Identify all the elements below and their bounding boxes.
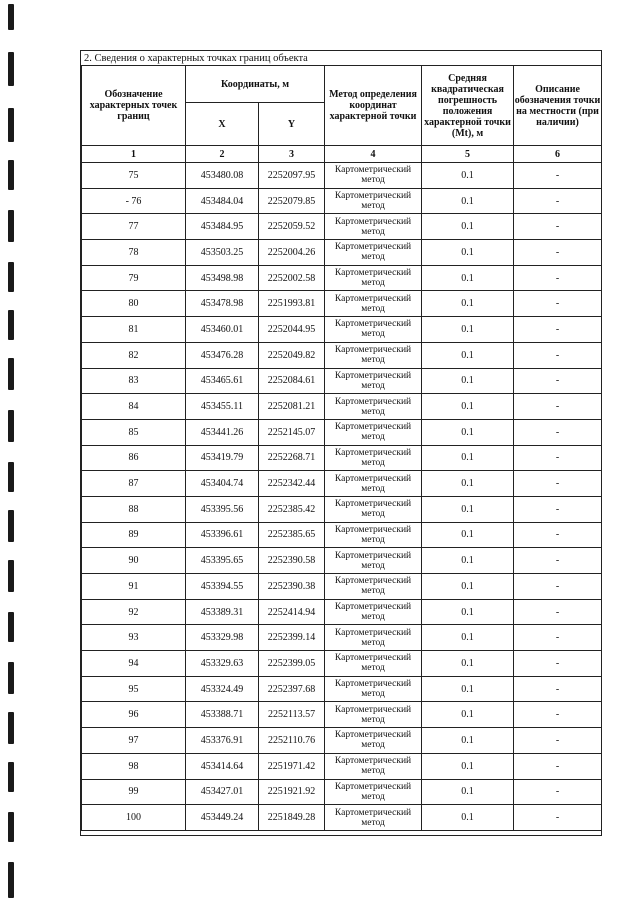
point-cell: 85 <box>82 419 186 445</box>
x-cell: 453484.04 <box>186 188 259 214</box>
method-cell: Картометрический метод <box>325 522 422 548</box>
description-cell: - <box>514 522 602 548</box>
error-cell: 0.1 <box>422 702 514 728</box>
error-cell: 0.1 <box>422 394 514 420</box>
error-cell: 0.1 <box>422 291 514 317</box>
x-cell: 453460.01 <box>186 317 259 343</box>
y-cell: 2252002.58 <box>259 265 325 291</box>
table-row <box>82 163 602 189</box>
table-row <box>82 676 602 702</box>
y-cell: 2252390.58 <box>259 548 325 574</box>
y-cell: 2252145.07 <box>259 419 325 445</box>
table-row <box>82 188 602 214</box>
y-cell: 2252390.38 <box>259 574 325 600</box>
table-row <box>82 342 602 368</box>
column-number: 2 <box>186 146 259 163</box>
x-cell: 453389.31 <box>186 599 259 625</box>
error-cell: 0.1 <box>422 805 514 831</box>
y-cell: 2252084.61 <box>259 368 325 394</box>
table-row <box>82 574 602 600</box>
binding-marks <box>0 0 22 905</box>
description-cell: - <box>514 368 602 394</box>
x-cell: 453388.71 <box>186 702 259 728</box>
y-cell: 2252079.85 <box>259 188 325 214</box>
table-row <box>82 651 602 677</box>
description-cell: - <box>514 291 602 317</box>
x-cell: 453396.61 <box>186 522 259 548</box>
y-cell: 2252081.21 <box>259 394 325 420</box>
point-cell: 98 <box>82 753 186 779</box>
header-y: Y <box>259 103 325 146</box>
y-cell: 2252268.71 <box>259 445 325 471</box>
error-cell: 0.1 <box>422 599 514 625</box>
x-cell: 453324.49 <box>186 676 259 702</box>
point-cell: 77 <box>82 214 186 240</box>
table-row <box>82 805 602 831</box>
description-cell: - <box>514 394 602 420</box>
y-cell: 2252097.95 <box>259 163 325 189</box>
description-cell: - <box>514 599 602 625</box>
error-cell: 0.1 <box>422 676 514 702</box>
x-cell: 453455.11 <box>186 394 259 420</box>
y-cell: 2252059.52 <box>259 214 325 240</box>
description-cell: - <box>514 676 602 702</box>
method-cell: Картометрический метод <box>325 214 422 240</box>
description-cell: - <box>514 471 602 497</box>
table-row <box>82 291 602 317</box>
method-cell: Картометрический метод <box>325 291 422 317</box>
description-cell: - <box>514 753 602 779</box>
description-cell: - <box>514 317 602 343</box>
x-cell: 453395.65 <box>186 548 259 574</box>
table-row <box>82 779 602 805</box>
point-cell: 93 <box>82 625 186 651</box>
description-cell: - <box>514 728 602 754</box>
x-cell: 453498.98 <box>186 265 259 291</box>
point-cell: 91 <box>82 574 186 600</box>
header-x: X <box>186 103 259 146</box>
description-cell: - <box>514 702 602 728</box>
point-cell: 78 <box>82 240 186 266</box>
table-row <box>82 368 602 394</box>
error-cell: 0.1 <box>422 522 514 548</box>
method-cell: Картометрический метод <box>325 651 422 677</box>
point-cell: 90 <box>82 548 186 574</box>
point-cell: 92 <box>82 599 186 625</box>
error-cell: 0.1 <box>422 342 514 368</box>
error-cell: 0.1 <box>422 574 514 600</box>
y-cell: 2252385.42 <box>259 496 325 522</box>
table-row <box>82 548 602 574</box>
point-cell: 80 <box>82 291 186 317</box>
table-row <box>82 496 602 522</box>
header-coordinates: Координаты, м <box>186 66 325 103</box>
point-cell: 87 <box>82 471 186 497</box>
error-cell: 0.1 <box>422 419 514 445</box>
point-cell: 81 <box>82 317 186 343</box>
table-row <box>82 214 602 240</box>
method-cell: Картометрический метод <box>325 599 422 625</box>
y-cell: 2252113.57 <box>259 702 325 728</box>
method-cell: Картометрический метод <box>325 779 422 805</box>
method-cell: Картометрический метод <box>325 676 422 702</box>
description-cell: - <box>514 188 602 214</box>
column-number: 3 <box>259 146 325 163</box>
method-cell: Картометрический метод <box>325 317 422 343</box>
point-cell: 75 <box>82 163 186 189</box>
section-title: 2. Сведения о характерных точках границ объекта <box>84 53 308 64</box>
error-cell: 0.1 <box>422 651 514 677</box>
error-cell: 0.1 <box>422 779 514 805</box>
method-cell: Картометрический метод <box>325 188 422 214</box>
error-cell: 0.1 <box>422 368 514 394</box>
method-cell: Картометрический метод <box>325 574 422 600</box>
description-cell: - <box>514 548 602 574</box>
error-cell: 0.1 <box>422 445 514 471</box>
point-cell: 83 <box>82 368 186 394</box>
description-cell: - <box>514 779 602 805</box>
y-cell: 2252397.68 <box>259 676 325 702</box>
y-cell: 2252004.26 <box>259 240 325 266</box>
x-cell: 453419.79 <box>186 445 259 471</box>
header-error: Средняя квадратическая погрешность положения характерной точки (Mt), м <box>422 66 514 146</box>
y-cell: 2252049.82 <box>259 342 325 368</box>
x-cell: 453404.74 <box>186 471 259 497</box>
description-cell: - <box>514 805 602 831</box>
method-cell: Картометрический метод <box>325 342 422 368</box>
x-cell: 453449.24 <box>186 805 259 831</box>
y-cell: 2251921.92 <box>259 779 325 805</box>
point-cell: 99 <box>82 779 186 805</box>
description-cell: - <box>514 163 602 189</box>
header-description: Описание обозначения точки на местности (при наличии) <box>514 66 602 146</box>
y-cell: 2252399.14 <box>259 625 325 651</box>
x-cell: 453395.56 <box>186 496 259 522</box>
table-row <box>82 753 602 779</box>
description-cell: - <box>514 265 602 291</box>
x-cell: 453476.28 <box>186 342 259 368</box>
error-cell: 0.1 <box>422 214 514 240</box>
point-cell: 86 <box>82 445 186 471</box>
description-cell: - <box>514 419 602 445</box>
table-row <box>82 394 602 420</box>
error-cell: 0.1 <box>422 265 514 291</box>
x-cell: 453427.01 <box>186 779 259 805</box>
x-cell: 453484.95 <box>186 214 259 240</box>
method-cell: Картометрический метод <box>325 368 422 394</box>
column-number: 1 <box>82 146 186 163</box>
error-cell: 0.1 <box>422 625 514 651</box>
method-cell: Картометрический метод <box>325 394 422 420</box>
method-cell: Картометрический метод <box>325 728 422 754</box>
method-cell: Картометрический метод <box>325 163 422 189</box>
y-cell: 2252342.44 <box>259 471 325 497</box>
description-cell: - <box>514 574 602 600</box>
method-cell: Картометрический метод <box>325 471 422 497</box>
y-cell: 2252414.94 <box>259 599 325 625</box>
point-cell: 97 <box>82 728 186 754</box>
table-row <box>82 471 602 497</box>
point-cell: 88 <box>82 496 186 522</box>
table-row <box>82 419 602 445</box>
method-cell: Картометрический метод <box>325 445 422 471</box>
point-cell: 96 <box>82 702 186 728</box>
y-cell: 2251971.42 <box>259 753 325 779</box>
method-cell: Картометрический метод <box>325 702 422 728</box>
x-cell: 453414.64 <box>186 753 259 779</box>
table-row <box>82 265 602 291</box>
error-cell: 0.1 <box>422 728 514 754</box>
table-row <box>82 625 602 651</box>
description-cell: - <box>514 240 602 266</box>
column-number: 4 <box>325 146 422 163</box>
header-point-designation: Обозначение характерных точек границ <box>82 66 186 146</box>
y-cell: 2251849.28 <box>259 805 325 831</box>
point-cell: 79 <box>82 265 186 291</box>
error-cell: 0.1 <box>422 548 514 574</box>
method-cell: Картометрический метод <box>325 240 422 266</box>
table-row <box>82 599 602 625</box>
description-cell: - <box>514 496 602 522</box>
y-cell: 2252044.95 <box>259 317 325 343</box>
method-cell: Картометрический метод <box>325 419 422 445</box>
method-cell: Картометрический метод <box>325 753 422 779</box>
description-cell: - <box>514 214 602 240</box>
description-cell: - <box>514 625 602 651</box>
column-number: 6 <box>514 146 602 163</box>
x-cell: 453503.25 <box>186 240 259 266</box>
table-row <box>82 445 602 471</box>
x-cell: 453329.63 <box>186 651 259 677</box>
method-cell: Картометрический метод <box>325 805 422 831</box>
method-cell: Картометрический метод <box>325 496 422 522</box>
x-cell: 453478.98 <box>186 291 259 317</box>
y-cell: 2252399.05 <box>259 651 325 677</box>
boundary-points-table <box>81 65 602 831</box>
point-cell: 100 <box>82 805 186 831</box>
y-cell: 2251993.81 <box>259 291 325 317</box>
point-cell: - 76 <box>82 188 186 214</box>
x-cell: 453480.08 <box>186 163 259 189</box>
error-cell: 0.1 <box>422 188 514 214</box>
error-cell: 0.1 <box>422 471 514 497</box>
table-row <box>82 317 602 343</box>
y-cell: 2252385.65 <box>259 522 325 548</box>
error-cell: 0.1 <box>422 163 514 189</box>
column-number: 5 <box>422 146 514 163</box>
table-body <box>82 163 602 831</box>
table-row <box>82 522 602 548</box>
table-row <box>82 702 602 728</box>
error-cell: 0.1 <box>422 240 514 266</box>
method-cell: Картометрический метод <box>325 625 422 651</box>
description-cell: - <box>514 445 602 471</box>
document-sheet <box>80 50 602 836</box>
error-cell: 0.1 <box>422 317 514 343</box>
x-cell: 453329.98 <box>186 625 259 651</box>
table-row <box>82 728 602 754</box>
header-method: Метод определения координат характерной точки <box>325 66 422 146</box>
point-cell: 82 <box>82 342 186 368</box>
point-cell: 84 <box>82 394 186 420</box>
x-cell: 453465.61 <box>186 368 259 394</box>
x-cell: 453441.26 <box>186 419 259 445</box>
x-cell: 453394.55 <box>186 574 259 600</box>
table-row <box>82 240 602 266</box>
error-cell: 0.1 <box>422 496 514 522</box>
method-cell: Картометрический метод <box>325 265 422 291</box>
error-cell: 0.1 <box>422 753 514 779</box>
point-cell: 94 <box>82 651 186 677</box>
description-cell: - <box>514 651 602 677</box>
point-cell: 95 <box>82 676 186 702</box>
point-cell: 89 <box>82 522 186 548</box>
description-cell: - <box>514 342 602 368</box>
y-cell: 2252110.76 <box>259 728 325 754</box>
x-cell: 453376.91 <box>186 728 259 754</box>
method-cell: Картометрический метод <box>325 548 422 574</box>
